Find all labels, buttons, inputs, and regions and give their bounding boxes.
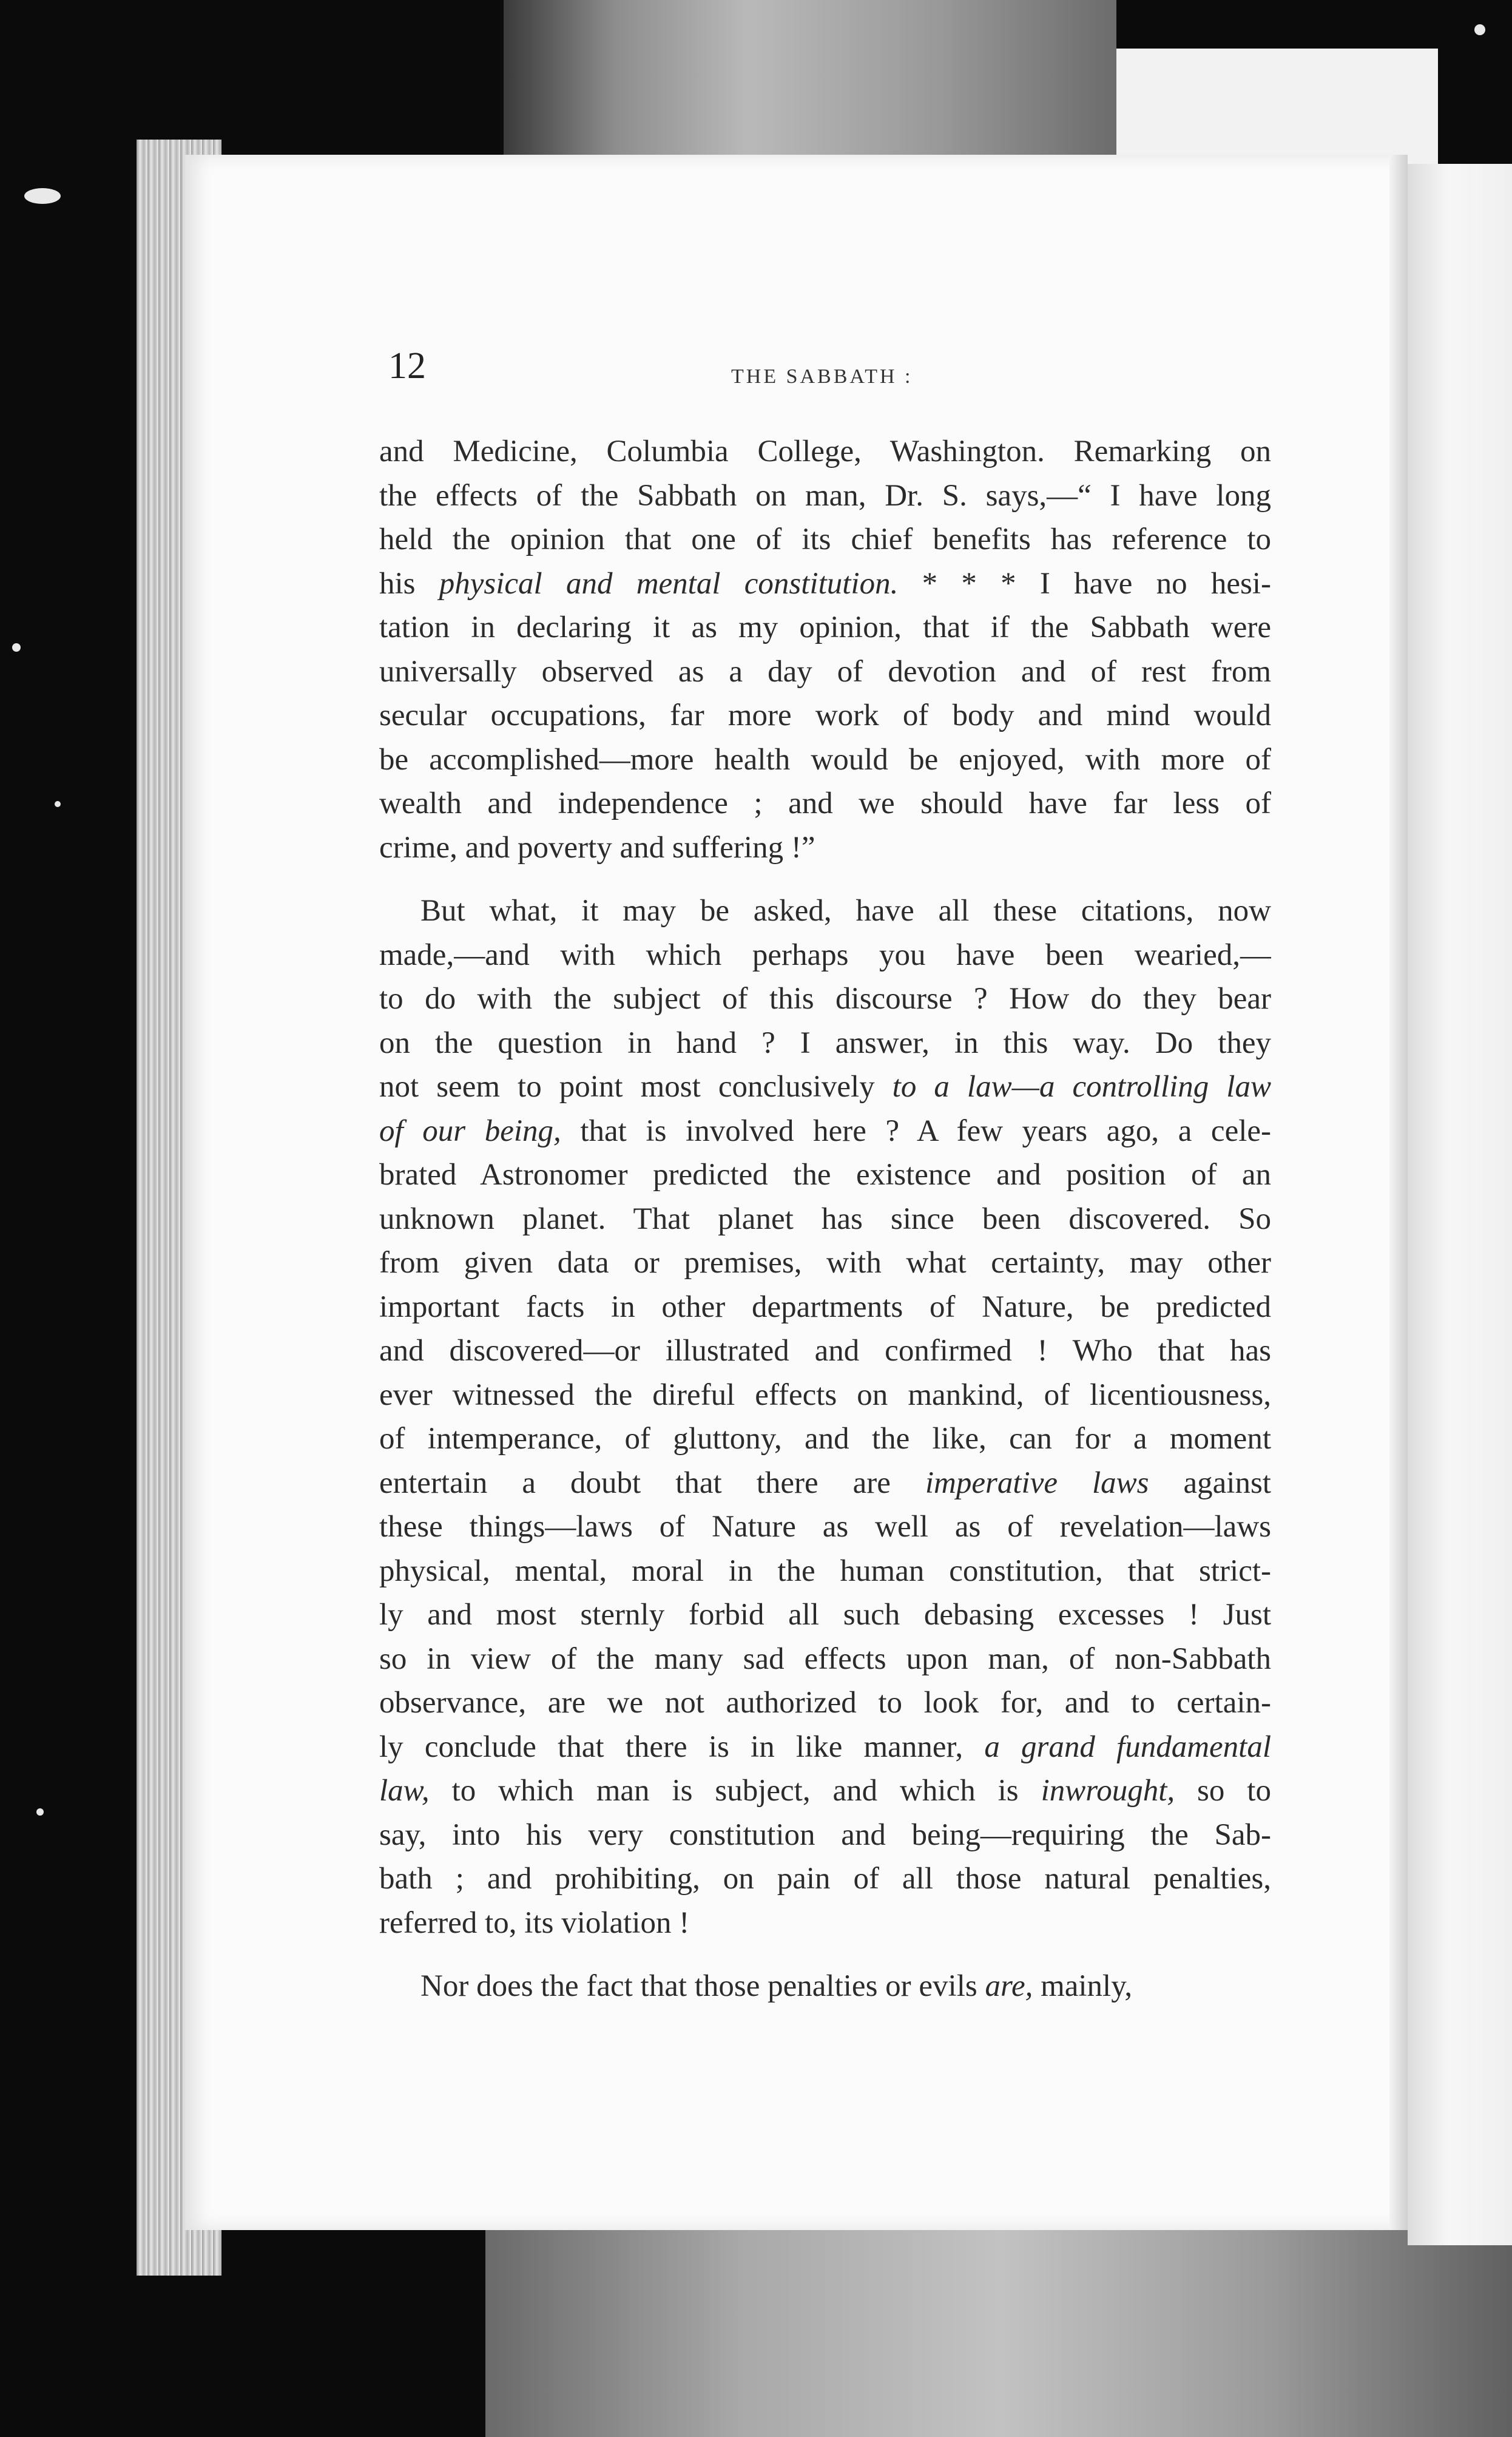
text-line (379, 1065, 1271, 1109)
text-run: physical, mental, moral in the human constitution, that strict- (379, 1553, 1271, 1588)
scan-speck (12, 643, 21, 652)
scan-strip-top (504, 0, 1116, 158)
scan-speck (1474, 24, 1485, 35)
text-run: made,—and with which perhaps you have been wearied,— (379, 938, 1271, 972)
text-run: Nor does the fact that those penalties or evils (420, 1969, 985, 2003)
italic-text-run: a grand fundamental (984, 1729, 1271, 1764)
paragraph (379, 430, 1271, 870)
text-run: observance, are we not authorized to look for, and to certain- (379, 1686, 1271, 1720)
italic-text-run: are, (985, 1969, 1033, 2003)
text-run: But what, it may be asked, have all these citations, now (420, 894, 1271, 928)
text-run: brated Astronomer predicted the existence and position of an (379, 1158, 1271, 1192)
italic-text-run: physical and mental constitution. (439, 566, 899, 601)
text-line (379, 1725, 1271, 1769)
text-run: be accomplished—more health would be enjoyed, with more of (379, 742, 1271, 777)
text-run: mainly, (1033, 1969, 1133, 2003)
text-line (379, 977, 1271, 1021)
scan-speck (36, 1808, 44, 1816)
text-run: ly and most sternly forbid all such debasing excesses ! Just (379, 1598, 1271, 1632)
text-line (379, 1637, 1271, 1682)
text-run: entertain a doubt that there are (379, 1465, 925, 1500)
text-line (379, 1549, 1271, 1594)
text-line (379, 1769, 1271, 1813)
text-run: and Medicine, Columbia College, Washington. Remarking on (379, 434, 1271, 468)
text-line (379, 694, 1271, 738)
text-line (379, 933, 1271, 978)
italic-text-run: inwrought, (1041, 1774, 1175, 1808)
italic-text-run: law, (379, 1774, 430, 1808)
text-line (379, 562, 1271, 606)
text-run: say, into his very constitution and being—requiring the Sab- (379, 1817, 1271, 1852)
text-line (379, 1857, 1271, 1901)
italic-text-run: imperative laws (925, 1465, 1149, 1500)
text-run: of intemperance, of gluttony, and the like, can for a moment (379, 1422, 1271, 1456)
text-run: referred to, its violation ! (379, 1905, 690, 1940)
italic-text-run: to a law—a controlling law (892, 1070, 1271, 1104)
text-run: on the question in hand ? I answer, in this way. Do they (379, 1026, 1271, 1060)
text-run: to do with the subject of this discourse ? How do they bear (379, 982, 1271, 1016)
text-run: wealth and independence ; and we should have far less of (379, 786, 1271, 820)
text-line (379, 1241, 1271, 1285)
text-run: held the opinion that one of its chief benefits has reference to (379, 522, 1271, 556)
paragraph (379, 889, 1271, 1945)
text-line (379, 826, 1271, 870)
text-run: unknown planet. That planet has since been discovered. So (379, 1202, 1271, 1236)
text-run: ever witnessed the direful effects on mankind, of licentiousness, (379, 1377, 1271, 1412)
text-run: important facts in other departments of Nature, be predicted (379, 1289, 1271, 1324)
text-run: so to (1175, 1774, 1271, 1808)
text-line (379, 1285, 1271, 1330)
text-run: against (1149, 1465, 1271, 1500)
text-line (379, 1901, 1271, 1945)
paragraph-gap (379, 1945, 1271, 1964)
text-run: tation in declaring it as my opinion, that if the Sabbath were (379, 610, 1271, 644)
text-run: bath ; and prohibiting, on pain of all those natural penalties, (379, 1862, 1271, 1896)
text-line (379, 1964, 1271, 2009)
text-run: to which man is subject, and which is (429, 1774, 1041, 1808)
scan-speck (55, 801, 61, 807)
italic-text-run: of our being, (379, 1114, 561, 1148)
text-run: ly conclude that there is in like manner, (379, 1729, 985, 1764)
facing-page-edge (1408, 164, 1512, 2245)
text-line (379, 1329, 1271, 1373)
text-run: from given data or premises, with what certainty, may other (379, 1246, 1271, 1280)
text-line (379, 1109, 1271, 1154)
text-line (379, 650, 1271, 694)
text-run: not seem to point most conclusively (379, 1070, 893, 1104)
text-line (379, 430, 1271, 474)
text-run: that is involved here ? A few years ago, a cele- (561, 1114, 1271, 1148)
text-run: crime, and poverty and suffering !” (379, 830, 815, 865)
text-run: universally observed as a day of devotion and of rest from (379, 654, 1271, 689)
text-run: the effects of the Sabbath on man, Dr. S. says,—“ I have long (379, 478, 1271, 513)
text-line (379, 606, 1271, 650)
paragraph (379, 1964, 1271, 2009)
text-line (379, 1373, 1271, 1418)
text-run: so in view of the many sad effects upon man, of non-Sabbath (379, 1641, 1271, 1676)
text-line (379, 1593, 1271, 1637)
text-line (379, 782, 1271, 826)
text-line (379, 1197, 1271, 1242)
text-line (379, 1417, 1271, 1461)
text-run: his (379, 566, 439, 601)
scan-speck (24, 188, 61, 204)
text-line (379, 738, 1271, 782)
text-line (379, 1681, 1271, 1725)
text-line (379, 1505, 1271, 1549)
text-line (379, 1153, 1271, 1197)
text-line (379, 474, 1271, 518)
body-text (379, 430, 1271, 2009)
scan-strip-top-right (1116, 49, 1438, 170)
text-run: these things—laws of Nature as well as of revelation—laws (379, 1510, 1271, 1544)
text-run: secular occupations, far more work of body and mind would (379, 698, 1271, 732)
page-gutter (1389, 155, 1408, 2230)
text-line (379, 518, 1271, 562)
text-line (379, 1813, 1271, 1857)
running-head: THE SABBATH : (731, 365, 913, 388)
text-line (379, 1021, 1271, 1066)
text-run: and discovered—or illustrated and confirmed ! Who that has (379, 1334, 1271, 1368)
page-number: 12 (388, 345, 426, 387)
paragraph-gap (379, 870, 1271, 889)
scan-strip-bottom (485, 2215, 1512, 2437)
text-line (379, 1461, 1271, 1506)
text-run: * * * I have no hesi- (898, 566, 1271, 601)
text-line (379, 889, 1271, 933)
